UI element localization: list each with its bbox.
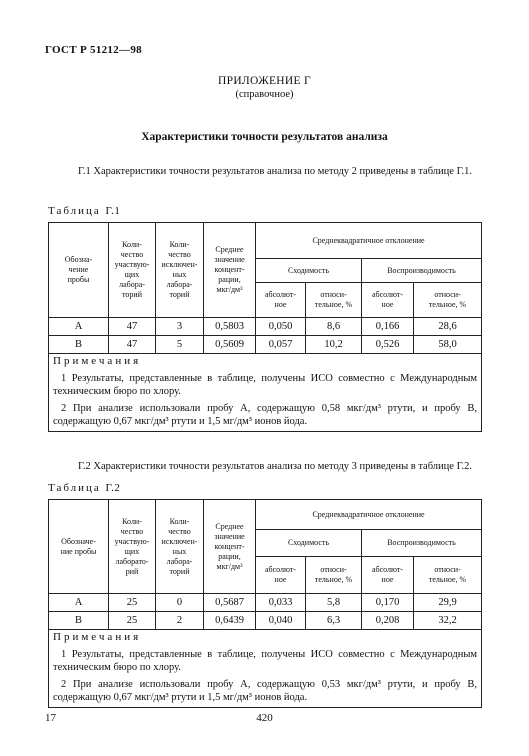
cell: 8,6: [306, 318, 362, 336]
header-rel: относи- тельное, %: [306, 557, 362, 594]
table1-caption: [48, 205, 120, 217]
cell: 0,170: [362, 594, 414, 612]
paragraph-g1: Г.1 Характеристики точности результатов анализа по методу 2 приведены в таблице Г.1.: [78, 166, 472, 177]
table1-notes: [49, 354, 482, 432]
cell: 25: [109, 612, 156, 630]
table-g1: [48, 222, 482, 432]
header-mean: Среднее значение концент- рации, мкг/дм³: [204, 500, 256, 594]
cell: 47: [109, 336, 156, 354]
cell: 3: [156, 318, 204, 336]
cell: 28,6: [414, 318, 482, 336]
table-row: [49, 612, 482, 630]
cell: 0,5609: [204, 336, 256, 354]
table-g2: [48, 499, 482, 708]
cell: А: [49, 594, 109, 612]
header-sample: Обозначе- ние пробы: [49, 500, 109, 594]
header-repeatability: Сходимость: [256, 259, 362, 283]
cell: 0,050: [256, 318, 306, 336]
cell: 25: [109, 594, 156, 612]
header-excluded-labs: Коли- чество исключен- ных лабора- торий: [156, 223, 204, 318]
paragraph-g2: Г.2 Характеристики точности результатов анализа по методу 3 приведены в таблице Г.2.: [78, 461, 472, 472]
page-number-left: 17: [45, 712, 56, 724]
table1-caption-number: Г.1: [105, 205, 121, 217]
appendix-title: ПРИЛОЖЕНИЕ Г: [218, 75, 311, 87]
table2-notes: [49, 630, 482, 708]
cell: 0,057: [256, 336, 306, 354]
notes-title: Примечания: [53, 355, 142, 367]
cell: 29,9: [414, 594, 482, 612]
header-repeatability: Сходимость: [256, 530, 362, 557]
cell: В: [49, 336, 109, 354]
cell: 5: [156, 336, 204, 354]
section-title: Характеристики точности результатов анализа: [141, 131, 388, 143]
header-sample: Обозна- чение пробы: [49, 223, 109, 318]
table1-caption-word: Таблица: [48, 205, 101, 217]
cell: 0,033: [256, 594, 306, 612]
header-std: Среднеквадратичное отклонение: [256, 500, 482, 530]
note-1: 1 Результаты, представленные в таблице, получены ИСО совместно с Международным техническим бюро по хлору.: [53, 373, 478, 397]
cell: 0,040: [256, 612, 306, 630]
header-std: Среднеквадратичное отклонение: [256, 223, 482, 259]
cell: 10,2: [306, 336, 362, 354]
cell: 5,8: [306, 594, 362, 612]
cell: 0,166: [362, 318, 414, 336]
table2-caption: [48, 482, 120, 494]
document-header: ГОСТ Р 51212—98: [45, 44, 142, 56]
header-abs: абсолют- ное: [256, 283, 306, 318]
header-labs: Коли- чество участвую- щих лабора- торий: [109, 223, 156, 318]
header-rel: относи- тельное, %: [414, 283, 482, 318]
cell: 6,3: [306, 612, 362, 630]
header-abs: абсолют- ное: [362, 283, 414, 318]
table2-caption-number: Г.2: [105, 482, 121, 494]
header-rel: относи- тельное, %: [414, 557, 482, 594]
note-2: 2 При анализе использовали пробу А, содержащую 0,53 мкг/дм³ ртути, и пробу В, содержащую 0,67 мкг/дм³ ртути и 1,5 мг/дм³ ионов йода.: [53, 679, 478, 703]
table2-caption-word: Таблица: [48, 482, 101, 494]
note-1: 1 Результаты, представленные в таблице, получены ИСО совместно с Международным техническим бюро по хлору.: [53, 649, 478, 673]
table-row: [49, 594, 482, 612]
cell: 0,5803: [204, 318, 256, 336]
cell: 0,526: [362, 336, 414, 354]
notes-title: Примечания: [53, 631, 142, 643]
cell: 0,6439: [204, 612, 256, 630]
cell: 47: [109, 318, 156, 336]
note-2: 2 При анализе использовали пробу А, содержащую 0,58 мкг/дм³ ртути, и пробу В, содержащую 0,67 мкг/дм³ ртути и 1,5 мг/дм³ ионов йода.: [53, 403, 478, 427]
header-reproducibility: Воспроизводимость: [362, 259, 482, 283]
cell: 32,2: [414, 612, 482, 630]
header-abs: абсолют- ное: [256, 557, 306, 594]
cell: 0: [156, 594, 204, 612]
header-mean: Среднее значение концент- рации, мкг/дм³: [204, 223, 256, 318]
cell: 58,0: [414, 336, 482, 354]
cell: В: [49, 612, 109, 630]
appendix-subtitle: (справочное): [235, 89, 294, 100]
table-row: [49, 318, 482, 336]
header-reproducibility: Воспроизводимость: [362, 530, 482, 557]
header-abs: абсолют- ное: [362, 557, 414, 594]
cell: А: [49, 318, 109, 336]
table-row: [49, 336, 482, 354]
cell: 0,208: [362, 612, 414, 630]
page-number-center: 420: [256, 712, 273, 724]
header-labs: Коли- чество участвую- щих лаборато- рий: [109, 500, 156, 594]
cell: 2: [156, 612, 204, 630]
header-rel: относи- тельное, %: [306, 283, 362, 318]
header-excluded-labs: Коли- чество исключен- ных лабора- торий: [156, 500, 204, 594]
cell: 0,5687: [204, 594, 256, 612]
